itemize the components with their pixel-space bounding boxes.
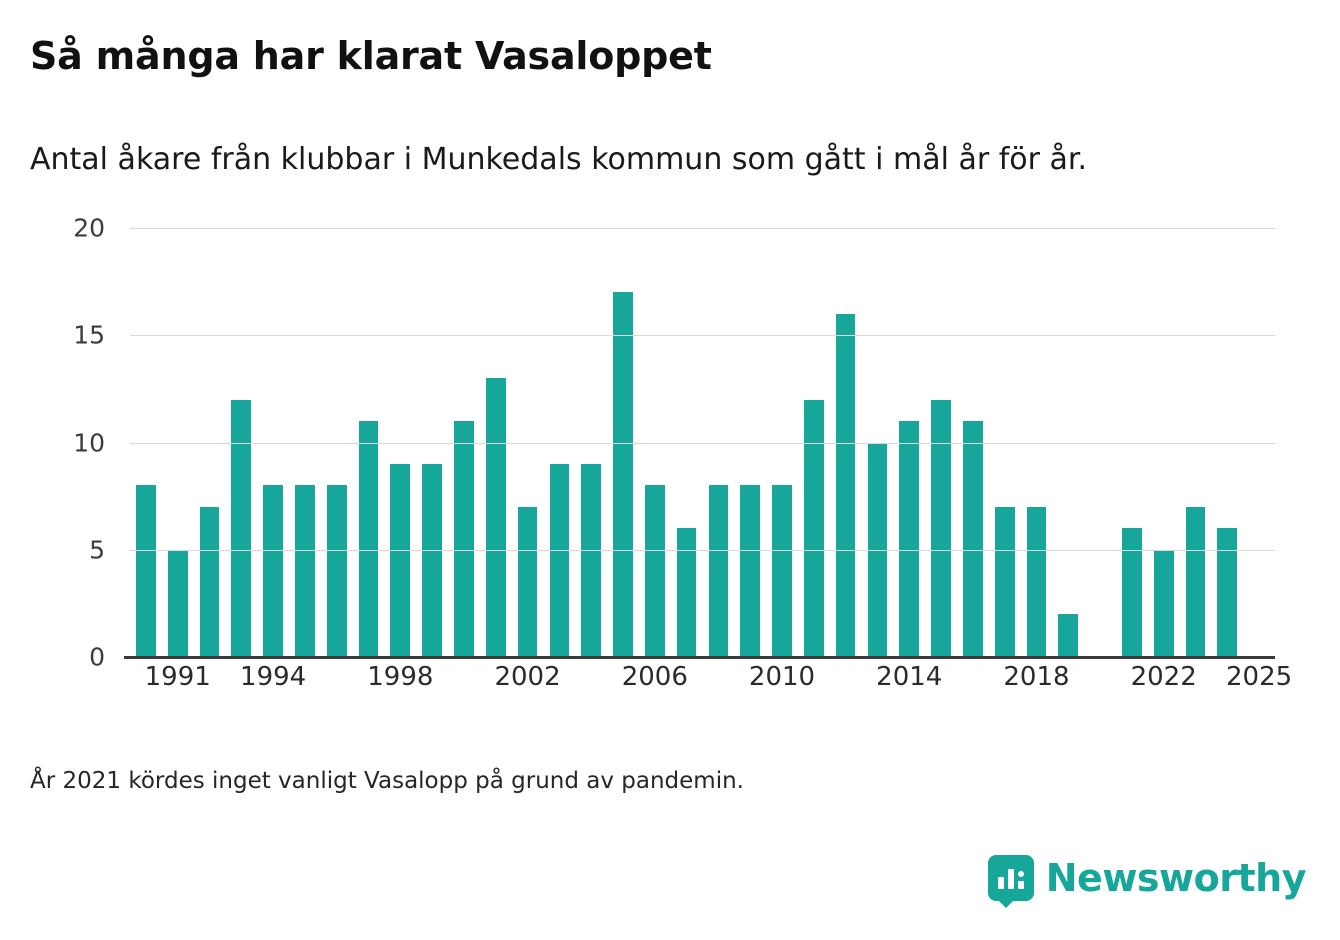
newsworthy-logo [988, 855, 1306, 901]
x-axis-tick-label: 2018 [1003, 662, 1070, 692]
bar [581, 464, 601, 657]
gridline [130, 228, 1275, 229]
bar [1217, 528, 1237, 657]
x-axis-tick-label: 2025 [1226, 662, 1293, 692]
plot-area [130, 228, 1275, 657]
y-axis-tick-label: 10 [73, 428, 105, 457]
page-title: Så många har klarat Vasaloppet [30, 34, 712, 78]
y-axis-tick-label: 5 [89, 535, 105, 565]
bar [1154, 550, 1174, 657]
x-axis-tick-label: 2002 [494, 662, 561, 692]
chart-footnote: År 2021 kördes inget vanligt Vasalopp på grund av pandemin. [30, 768, 744, 794]
x-axis-tick-label: 2014 [876, 662, 943, 692]
bar [772, 485, 792, 657]
y-axis-tick-label: 0 [89, 642, 105, 672]
bar [454, 421, 474, 657]
bar [136, 485, 156, 657]
bar [804, 400, 824, 657]
bar [422, 464, 442, 657]
bar [963, 421, 983, 657]
page-subtitle: Antal åkare från klubbar i Munkedals kommun som gått i mål år för år. [30, 142, 1087, 177]
bar [740, 485, 760, 657]
x-axis-tick-label: 1998 [367, 662, 434, 692]
bar [1027, 507, 1047, 657]
bar [677, 528, 697, 657]
x-axis-tick-label: 1991 [144, 662, 211, 692]
y-axis-tick-label: 20 [73, 213, 105, 243]
bar [645, 485, 665, 657]
bar-chart-speech-bubble-icon [988, 855, 1034, 901]
x-axis-tick-label: 1994 [240, 662, 307, 692]
gridline [130, 550, 1275, 551]
bar [263, 485, 283, 657]
bar [1122, 528, 1142, 657]
bar [1058, 614, 1078, 657]
bar [1186, 507, 1206, 657]
bar [709, 485, 729, 657]
gridline [130, 443, 1275, 444]
brand-name: Newsworthy [1045, 856, 1306, 900]
x-axis-line [124, 656, 1275, 659]
bar [931, 400, 951, 657]
bar [836, 314, 856, 657]
bar [168, 550, 188, 657]
bar [200, 507, 220, 657]
gridline [130, 335, 1275, 336]
bar [295, 485, 315, 657]
x-axis-tick-label: 2022 [1130, 662, 1197, 692]
x-axis-tick-label: 2010 [748, 662, 816, 692]
bar [550, 464, 570, 657]
bar [327, 485, 347, 657]
bar [899, 421, 919, 657]
bar [486, 378, 506, 657]
bar [613, 292, 633, 657]
bar [518, 507, 538, 657]
bar [995, 507, 1015, 657]
y-axis-tick-label: 15 [73, 320, 105, 350]
x-axis-tick-label: 2006 [621, 662, 688, 692]
bar-chart [0, 210, 1340, 720]
bar [231, 400, 251, 657]
bar [390, 464, 410, 657]
bar [359, 421, 379, 657]
